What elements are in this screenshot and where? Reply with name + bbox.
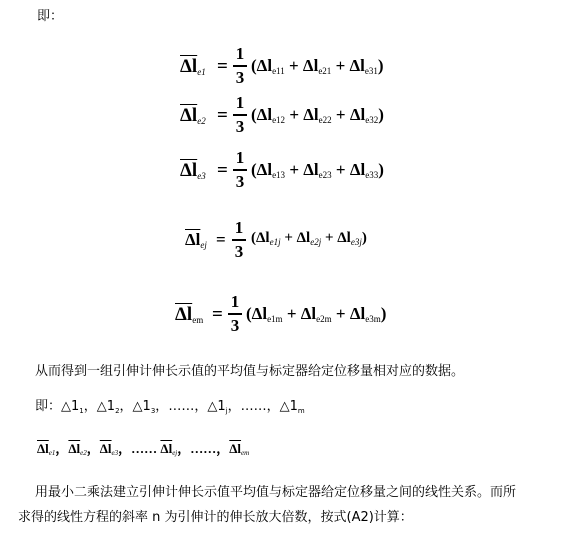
equation-1	[180, 44, 440, 90]
fraction-one-third: 1 3	[232, 218, 246, 262]
equation-m-rhs: (Δle1m + Δle2m + Δle3m)	[246, 304, 387, 324]
seq-ellipsis: ……，	[168, 399, 208, 414]
avg-item-1: $\overline{\Delta l}_{e1}$，	[37, 441, 69, 457]
fraction-one-third: 1 3	[233, 148, 247, 192]
equation-3-rhs: (Δle13 + Δle23 + Δle33)	[251, 160, 384, 180]
avg-item-j: $\overline{\Delta l}_{ej}$，	[160, 441, 191, 457]
avg-item-2: $\overline{\Delta l}_{e2}$，	[68, 441, 100, 457]
paragraph-2-line-1: 用最小二乘法建立引伸计伸长示值平均值与标定器给定位移量之间的线性关系。而所	[35, 485, 517, 500]
avg-ellipsis: ……	[131, 441, 158, 456]
paragraph-2-line-2: 求得的线性方程的斜率 n 为引伸计的伸长放大倍数，按式(A2)计算：	[18, 510, 413, 525]
equation-j-rhs: $(\Delta l_{e1j} + \Delta l_{e2j} + \Delta l_{e3j})$	[251, 230, 367, 247]
avg-item-3: $\overline{\Delta l}_{e3}$，	[99, 441, 132, 457]
equation-3	[180, 148, 440, 194]
equation-1-lhs: $\overline{\Delta l}_{e1}$	[180, 56, 206, 77]
intro-label: 即：	[37, 9, 64, 24]
equation-2-lhs: $\overline{\Delta l}_{e2}$	[180, 105, 206, 126]
equation-j	[185, 218, 445, 264]
avg-item-m: $\overline{\Delta l}_{em}$	[229, 441, 250, 457]
sequence-averages	[37, 438, 249, 457]
seq-item-1: $\triangle 1_1$，	[61, 399, 97, 415]
paragraph-1: 从而得到一组引伸计伸长示值的平均值与标定器给定位移量相对应的数据。	[35, 364, 465, 379]
equation-m	[175, 292, 445, 338]
seq-item-m: $\triangle 1_m$	[279, 399, 305, 415]
avg-ellipsis: ……，	[190, 441, 230, 456]
seq-item-j: $\triangle 1_j$，	[207, 399, 241, 415]
sequence-displacements	[35, 399, 305, 419]
equation-2	[180, 93, 440, 139]
equation-3-lhs: $\overline{\Delta l}_{e3}$	[180, 160, 206, 181]
equals-sign: =	[212, 304, 223, 325]
equals-sign: =	[217, 105, 228, 126]
equation-2-rhs: (Δle12 + Δle22 + Δle32)	[251, 105, 384, 125]
equation-j-lhs: $\overline{\Delta l}_{ej}$	[185, 230, 207, 250]
equals-sign: =	[217, 56, 228, 77]
equals-sign: =	[217, 160, 228, 181]
equals-sign: =	[216, 230, 226, 249]
seq-item-2: $\triangle 1_2$，	[96, 399, 133, 415]
seq-item-3: $\triangle 1_3$，	[132, 399, 169, 415]
sequence-prefix: 即：	[35, 399, 62, 414]
equation-1-rhs: (Δle11 + Δle21 + Δle31)	[251, 56, 384, 76]
fraction-one-third: 1 3	[233, 44, 247, 88]
seq-ellipsis: ……，	[240, 399, 280, 414]
fraction-one-third: 1 3	[233, 93, 247, 137]
fraction-one-third: 1 3	[228, 292, 242, 336]
equation-m-lhs: $\overline{\Delta l}em$	[175, 304, 204, 325]
